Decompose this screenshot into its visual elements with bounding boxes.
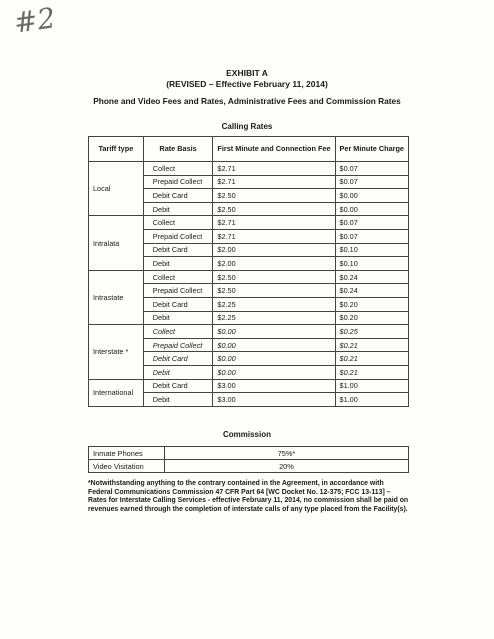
per-minute-charge-cell: $0.21	[335, 365, 408, 379]
column-header: Tariff type	[89, 137, 144, 162]
first-minute-fee-cell: $2.25	[213, 311, 335, 325]
rate-basis-cell: Prepaid Collect	[143, 229, 213, 243]
rate-basis-cell: Debit	[143, 311, 213, 325]
per-minute-charge-cell: $0.07	[335, 216, 408, 230]
tariff-type-cell: Intrastate	[89, 270, 144, 324]
table-header-row	[89, 137, 409, 162]
commission-label: Inmate Phones	[89, 447, 165, 460]
per-minute-charge-cell: $0.07	[335, 229, 408, 243]
rate-basis-cell: Debit Card	[143, 352, 213, 366]
table-row	[89, 379, 409, 393]
rate-basis-cell: Prepaid Collect	[143, 175, 213, 189]
first-minute-fee-cell: $0.00	[213, 325, 335, 339]
rate-basis-cell: Debit	[143, 365, 213, 379]
per-minute-charge-cell: $0.21	[335, 338, 408, 352]
first-minute-fee-cell: $2.71	[213, 162, 335, 176]
per-minute-charge-cell: $0.24	[335, 270, 408, 284]
rate-basis-cell: Debit	[143, 202, 213, 216]
rate-basis-cell: Prepaid Collect	[143, 338, 213, 352]
first-minute-fee-cell: $2.50	[213, 284, 335, 298]
rate-basis-cell: Debit Card	[143, 297, 213, 311]
first-minute-fee-cell: $2.25	[213, 297, 335, 311]
column-header: Per Minute Charge	[335, 137, 408, 162]
commission-value: 20%	[164, 460, 408, 473]
tariff-type-cell: Interstate *	[89, 325, 144, 379]
table-row	[89, 270, 409, 284]
first-minute-fee-cell: $2.00	[213, 257, 335, 271]
first-minute-fee-cell: $2.71	[213, 229, 335, 243]
revised-date: (REVISED – Effective February 11, 2014)	[166, 79, 328, 89]
per-minute-charge-cell: $0.07	[335, 162, 408, 176]
first-minute-fee-cell: $0.00	[213, 338, 335, 352]
per-minute-charge-cell: $0.20	[335, 297, 408, 311]
rate-basis-cell: Collect	[143, 162, 213, 176]
tariff-type-cell: Local	[89, 162, 144, 216]
first-minute-fee-cell: $2.71	[213, 175, 335, 189]
rate-basis-cell: Collect	[143, 325, 213, 339]
first-minute-fee-cell: $0.00	[213, 352, 335, 366]
handwritten-mark: #2	[11, 1, 58, 40]
per-minute-charge-cell: $0.25	[335, 325, 408, 339]
commission-value: 75%*	[164, 447, 408, 460]
rate-basis-cell: Collect	[143, 270, 213, 284]
per-minute-charge-cell: $0.21	[335, 352, 408, 366]
tariff-type-cell: Intralata	[89, 216, 144, 270]
per-minute-charge-cell: $1.00	[335, 393, 408, 407]
rate-basis-cell: Debit Card	[143, 189, 213, 203]
first-minute-fee-cell: $2.50	[213, 189, 335, 203]
first-minute-fee-cell: $2.50	[213, 202, 335, 216]
first-minute-fee-cell: $0.00	[213, 365, 335, 379]
document-subtitle: Phone and Video Fees and Rates, Administrative Fees and Commission Rates	[93, 96, 401, 106]
calling-rates-table	[88, 136, 409, 407]
calling-rates-title: Calling Rates	[221, 122, 273, 131]
first-minute-fee-cell: $2.71	[213, 216, 335, 230]
table-row	[89, 460, 409, 473]
footnote: *Notwithstanding anything to the contrary contained in the Agreement, in accordance with Federal Communications Commission 47 CFR Part 64 [WC Docket No. 12-375; FCC 13-113] – Rates for Interstate Calling Services - effective February 11, 2014, no commission shall be paid on revenues earned through the completion of interstate calls of any type placed from the Facility(s).	[88, 480, 409, 513]
rate-basis-cell: Debit	[143, 257, 213, 271]
per-minute-charge-cell: $0.24	[335, 284, 408, 298]
first-minute-fee-cell: $2.00	[213, 243, 335, 257]
commission-title: Commission	[222, 430, 271, 439]
table-row	[89, 325, 409, 339]
per-minute-charge-cell: $0.00	[335, 189, 408, 203]
first-minute-fee-cell: $3.00	[213, 393, 335, 407]
per-minute-charge-cell: $0.00	[335, 202, 408, 216]
rate-basis-cell: Prepaid Collect	[143, 284, 213, 298]
tariff-type-cell: International	[89, 379, 144, 406]
per-minute-charge-cell: $0.20	[335, 311, 408, 325]
rate-basis-cell: Collect	[143, 216, 213, 230]
column-header: First Minute and Connection Fee	[213, 137, 335, 162]
rate-basis-cell: Debit Card	[143, 243, 213, 257]
per-minute-charge-cell: $1.00	[335, 379, 408, 393]
per-minute-charge-cell: $0.10	[335, 243, 408, 257]
rate-basis-cell: Debit	[143, 393, 213, 407]
commission-table	[88, 446, 409, 473]
first-minute-fee-cell: $3.00	[213, 379, 335, 393]
exhibit-title: EXHIBIT A	[226, 68, 268, 78]
rate-basis-cell: Debit Card	[143, 379, 213, 393]
first-minute-fee-cell: $2.50	[213, 270, 335, 284]
table-row	[89, 162, 409, 176]
table-row	[89, 447, 409, 460]
per-minute-charge-cell: $0.07	[335, 175, 408, 189]
commission-label: Video Visitation	[89, 460, 165, 473]
table-row	[89, 216, 409, 230]
per-minute-charge-cell: $0.10	[335, 257, 408, 271]
column-header: Rate Basis	[143, 137, 213, 162]
